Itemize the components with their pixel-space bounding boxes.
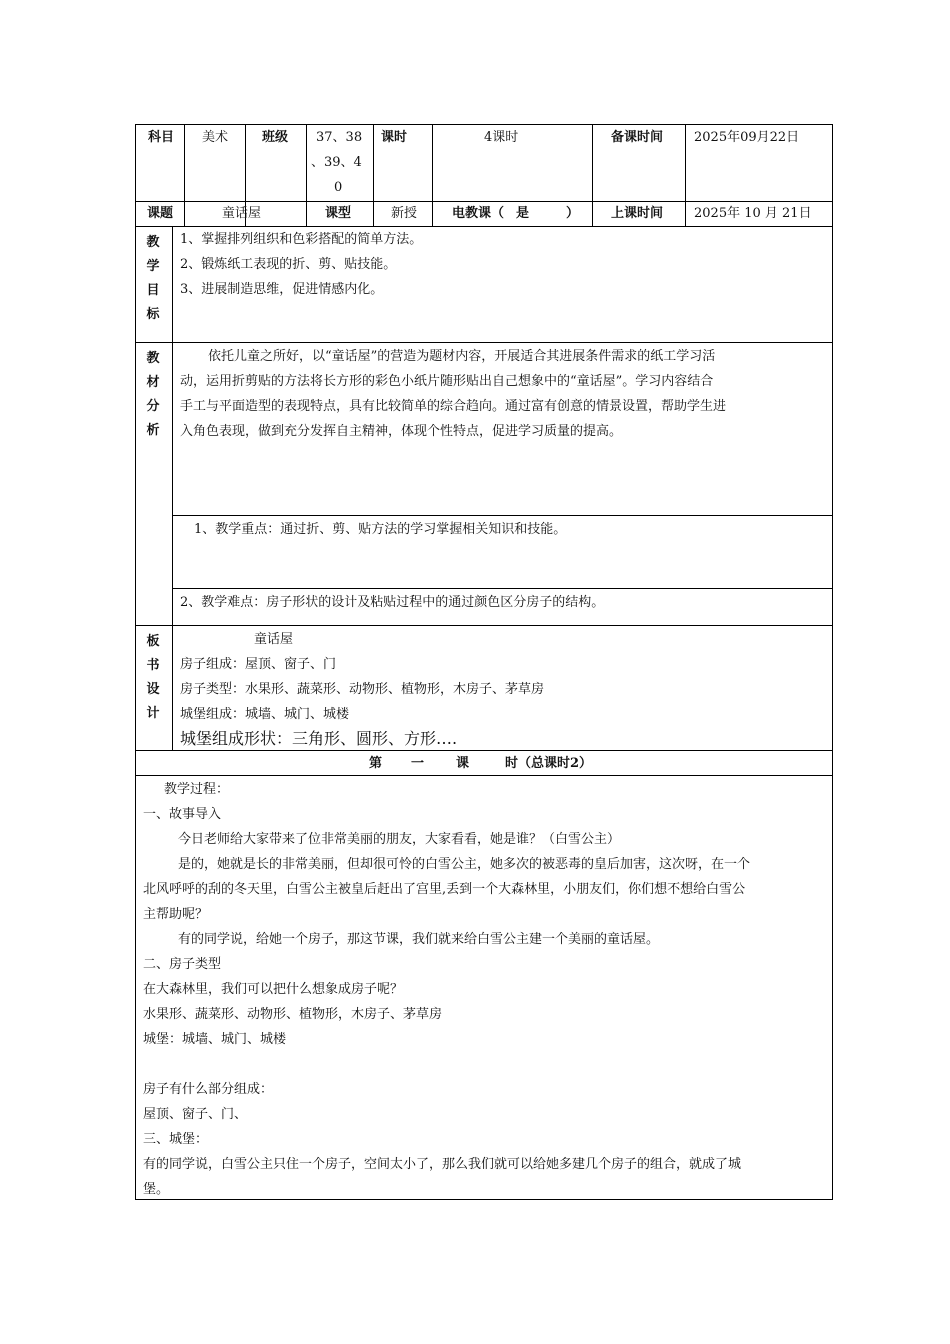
rule: [306, 124, 307, 226]
rule: [135, 625, 833, 626]
difficulty-point: 2、教学难点：房子形状的设计及粘贴过程中的通过颜色区分房子的结构。: [180, 595, 605, 610]
rule: [685, 124, 686, 226]
class-time-value: 2025年 10 月 21日: [694, 206, 812, 221]
process-line: 一、故事导入: [143, 807, 222, 822]
rule: [135, 226, 833, 227]
hours-label: 课时: [381, 130, 408, 145]
rule: [184, 124, 185, 226]
board-line: 房子组成：屋顶、窗子、门: [180, 657, 337, 672]
type-value: 新授: [391, 206, 418, 221]
rule-left: [135, 124, 136, 1200]
label-char: 标: [146, 307, 160, 322]
rule-right: [832, 124, 833, 1200]
rule: [135, 201, 833, 202]
rule: [172, 226, 173, 750]
rule-top: [135, 124, 833, 125]
rule: [172, 588, 833, 589]
process-line: 北风呼呼的刮的冬天里，白雪公主被皇后赶出了宫里,丢到一个大森林里，小朋友们，你们想不想给白雪公: [143, 882, 746, 897]
process-line: 水果形、蔬菜形、动物形、植物形，木房子、茅草房: [143, 1007, 443, 1022]
class-value-line-2: 、39、4: [311, 155, 362, 170]
rule: [592, 124, 593, 226]
analysis-line: 动，运用折剪贴的方法将长方形的彩色小纸片随形贴出自己想象中的“童话屋”。学习内容结合: [180, 374, 714, 389]
media-close: ）: [566, 206, 580, 221]
process-line: 二、房子类型: [143, 957, 222, 972]
process-line: 主帮助呢？: [143, 907, 209, 922]
label-char: 学: [146, 259, 160, 274]
label-char: 目: [146, 283, 160, 298]
prep-time-value: 2025年09月22日: [694, 130, 800, 145]
prep-time-label: 备课时间: [611, 130, 664, 145]
media-value: 是: [516, 206, 530, 221]
process-line: 在大森林里，我们可以把什么想象成房子呢？: [143, 982, 404, 997]
analysis-line: 入角色表现，做到充分发挥自主精神，体现个性特点，促进学习质量的提高。: [180, 424, 623, 439]
board-label: [143, 630, 163, 726]
class-value-line-1: 37、38: [316, 130, 363, 145]
class-label: 班级: [262, 130, 289, 145]
board-title: 童话屋: [254, 632, 294, 647]
rule: [135, 750, 833, 751]
class-value-line-3: 0: [334, 180, 343, 195]
rule: [432, 124, 433, 226]
analysis-line: 依托儿童之所好，以“童话屋”的营造为题材内容，开展适合其进展条件需求的纸工学习活: [208, 349, 716, 364]
rule-bottom: [135, 1199, 833, 1200]
label-char: 材: [146, 375, 160, 390]
rule: [373, 124, 374, 226]
class-time-label: 上课时间: [611, 206, 664, 221]
board-last-line: 城堡组成形状：三角形、圆形、方形….: [180, 729, 458, 748]
topic-label: 课题: [147, 206, 174, 221]
process-line: 堡。: [143, 1182, 170, 1197]
label-char: 教: [146, 351, 160, 366]
rule: [135, 342, 833, 343]
analysis-label: [143, 347, 163, 443]
goal-item: 2、锻炼纸工表现的折、剪、贴技能。: [180, 257, 397, 272]
lesson-header-3: 课: [456, 756, 470, 771]
lesson-header-2: 一: [411, 756, 425, 771]
process-line: 房子有什么部分组成：: [143, 1082, 274, 1097]
board-line: 城堡组成：城墙、城门、城楼: [180, 707, 350, 722]
label-char: 分: [146, 399, 160, 414]
process-line: 是的，她就是长的非常美丽，但却很可怜的白雪公主，她多次的被恶毒的皇后加害，这次呀，在一个: [178, 857, 751, 872]
topic-value: 童话屋: [222, 206, 262, 221]
lesson-header-4: 时（总课时2）: [505, 756, 593, 771]
media-label: 电教课（: [452, 206, 505, 221]
board-line: 房子类型：水果形、蔬菜形、动物形、植物形，木房子、茅草房: [180, 682, 545, 697]
subject-label: 科目: [148, 130, 175, 145]
rule: [172, 515, 833, 516]
process-line: 有的同学说，白雪公主只住一个房子，空间太小了，那么我们就可以给她多建几个房子的组合，就成了城: [143, 1157, 742, 1172]
goal-item: 1、掌握排列组织和色彩搭配的简单方法。: [180, 232, 423, 247]
label-char: 析: [146, 423, 160, 438]
process-line: 城堡：城墙、城门、城楼: [143, 1032, 287, 1047]
label-char: 板: [146, 634, 160, 649]
goals-label: [143, 231, 163, 327]
process-line: 屋顶、窗子、门、: [143, 1107, 248, 1122]
label-char: 教: [146, 235, 160, 250]
label-char: 计: [146, 706, 160, 721]
rule: [135, 775, 833, 776]
process-line: 今日老师给大家带来了位非常美丽的朋友，大家看看，她是谁？（白雪公主）: [178, 832, 621, 847]
process-line: 教学过程：: [164, 782, 230, 797]
hours-value: 4课时: [484, 130, 519, 145]
process-line: 有的同学说，给她一个房子，那这节课，我们就来给白雪公主建一个美丽的童话屋。: [178, 932, 660, 947]
subject-value: 美术: [202, 130, 229, 145]
goal-item: 3、进展制造思维，促进情感内化。: [180, 282, 384, 297]
key-point: 1、教学重点：通过折、剪、贴方法的学习掌握相关知识和技能。: [194, 522, 567, 537]
type-label: 课型: [325, 206, 352, 221]
process-line: 三、城堡：: [143, 1132, 209, 1147]
label-char: 设: [146, 682, 160, 697]
analysis-line: 手工与平面造型的表现特点，具有比较简单的综合趋向。通过富有创意的情景设置，帮助学生进: [180, 399, 727, 414]
label-char: 书: [146, 658, 160, 673]
lesson-header-1: 第: [369, 756, 383, 771]
